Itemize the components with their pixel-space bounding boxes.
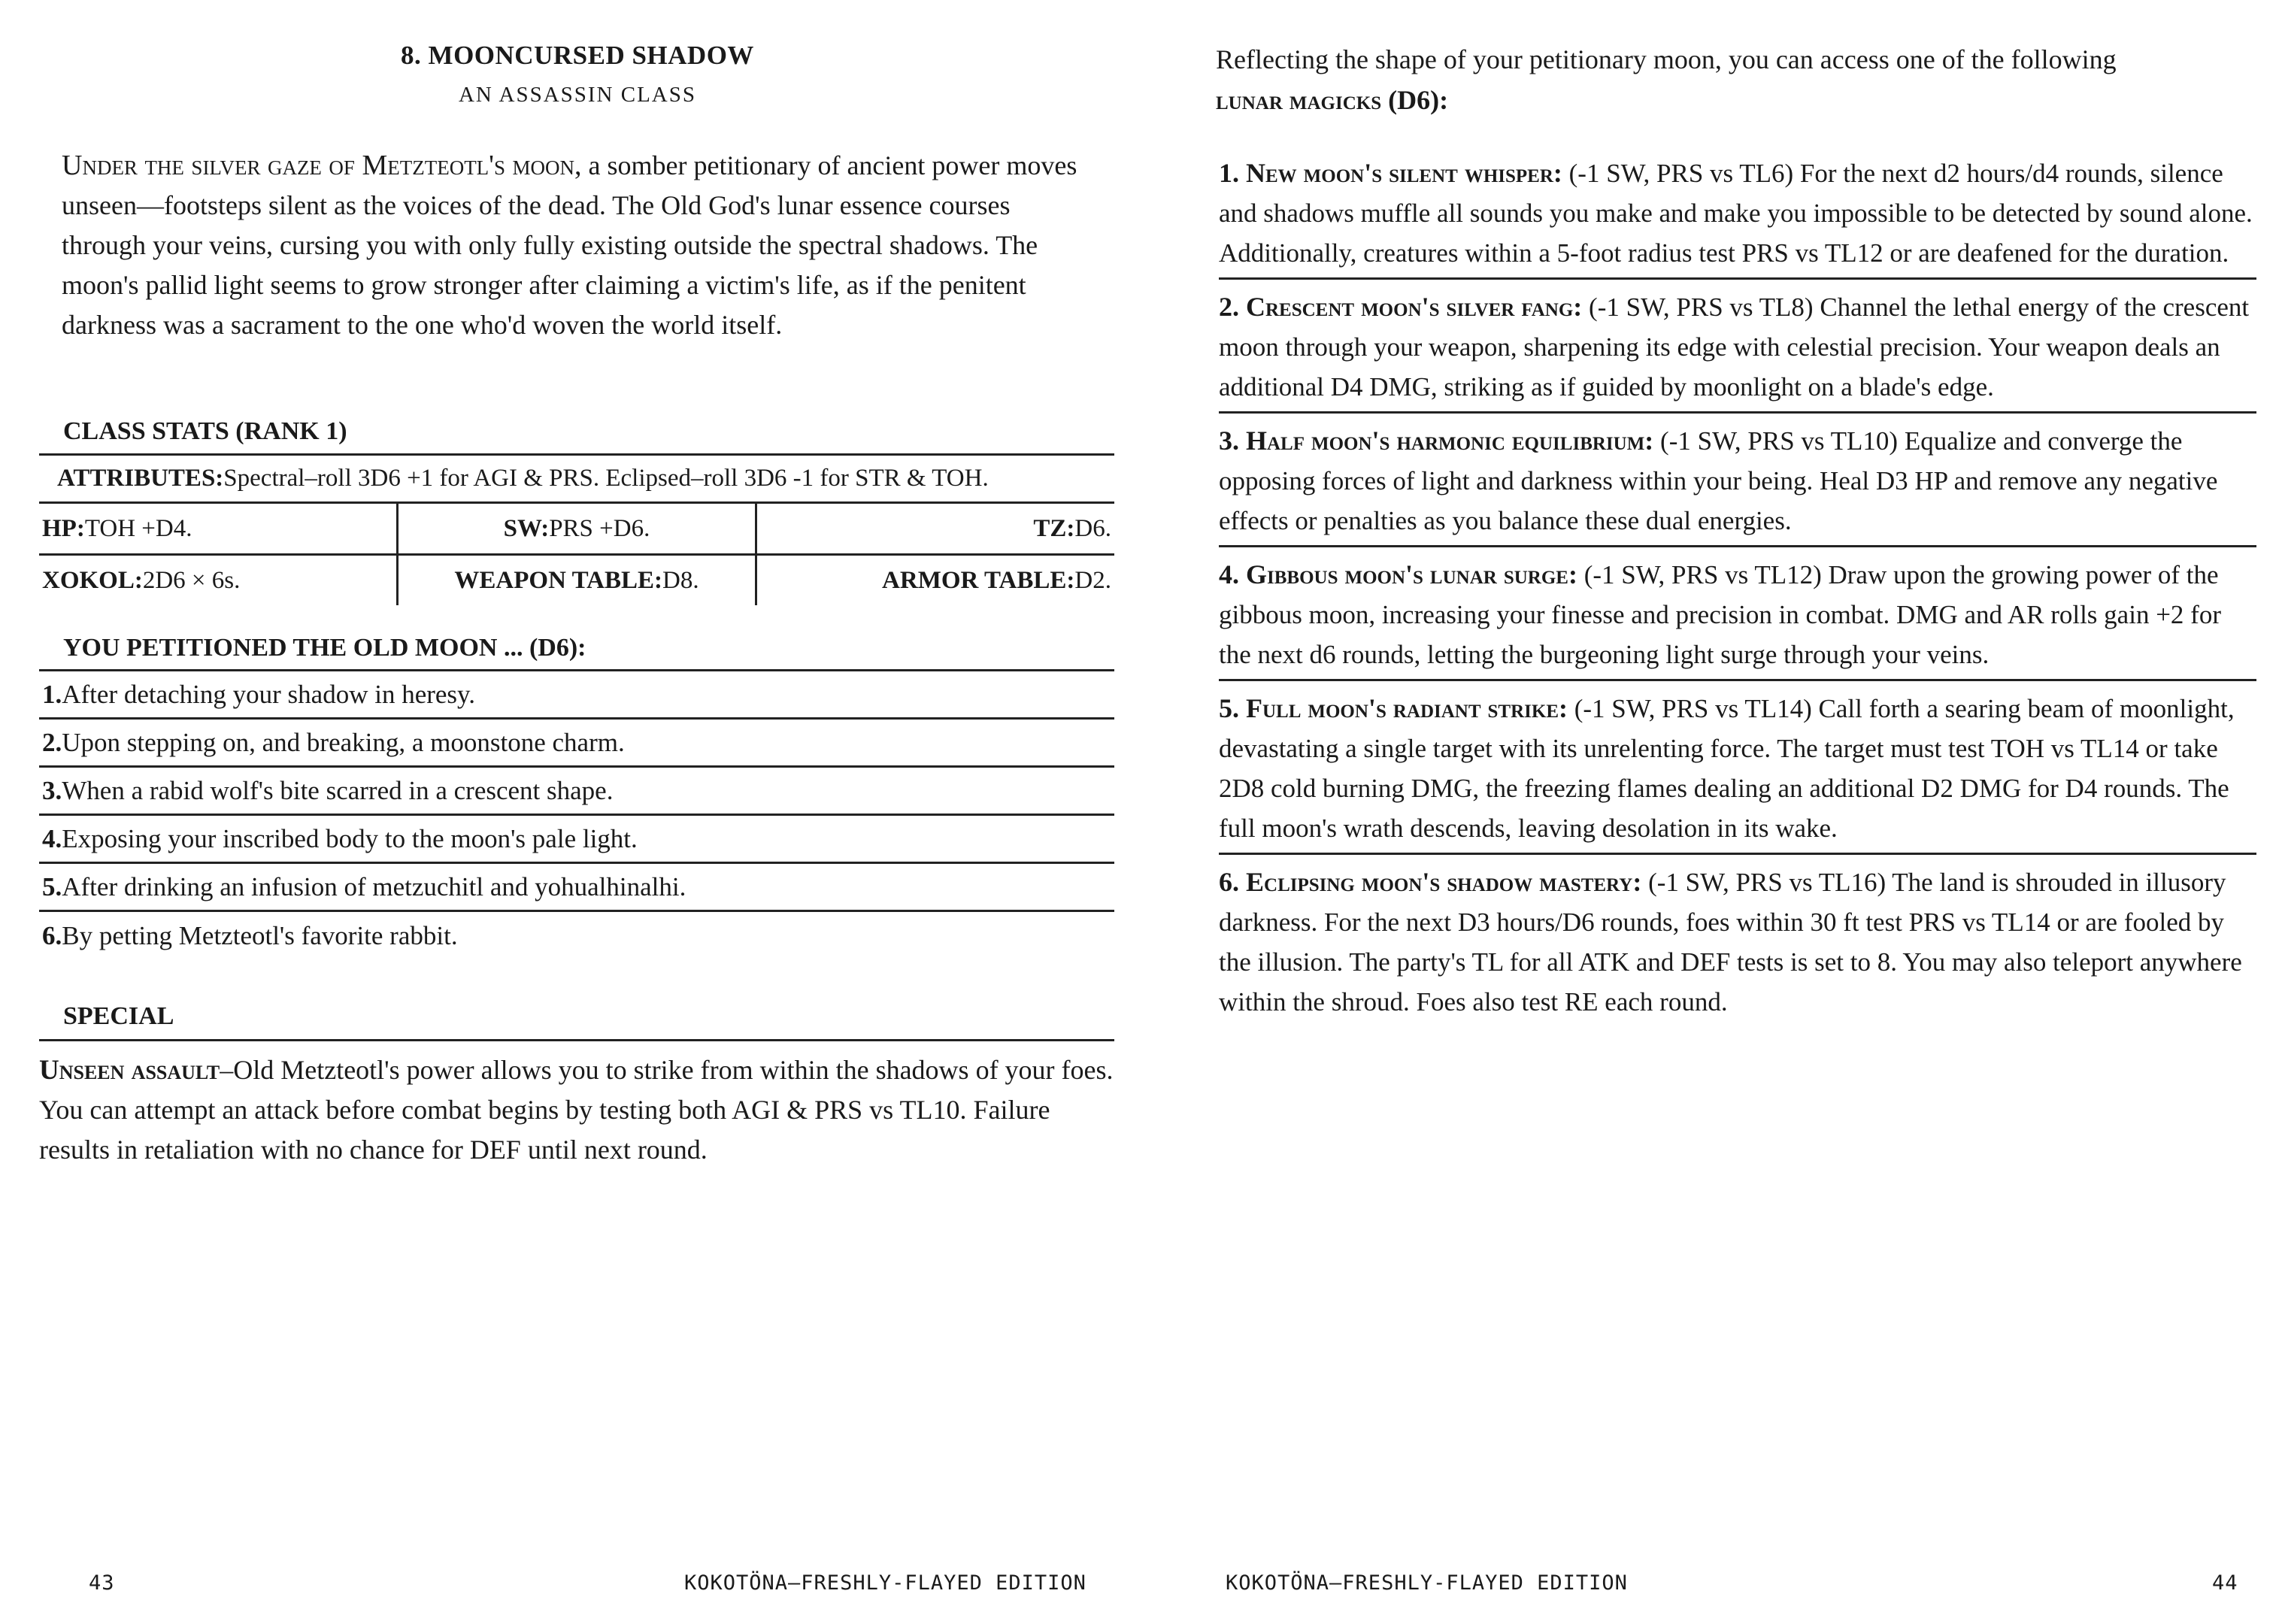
petition-table bbox=[39, 669, 1114, 960]
stat-value: PRS +D6. bbox=[549, 514, 650, 542]
intro-paragraph bbox=[62, 146, 1099, 345]
page-number: 44 bbox=[2212, 1571, 2238, 1595]
magick-entry bbox=[1219, 150, 2256, 280]
magick-text: (-1 SW, PRS vs TL16) The land is shrouded in illusory darkness. For the next D3 hours/D6 rounds, foes within 30 ft test PRS vs TL14 or are fooled by the illusion. The party's TL for all ATK and DEF tests is set to 8. You may also teleport anywhere within the shroud. Foes also test RE each round. bbox=[1219, 868, 2242, 1017]
magick-text: (-1 SW, PRS vs TL14) Call forth a searing beam of moonlight, devastating a single target with its unrelenting force. The target must test TOH vs TL14 or take 2D8 cold burning DMG, the freezing flames dealing an additional D2 DMG for D4 rounds. The full moon's wrath descends, leaving desolation in its wake. bbox=[1219, 694, 2235, 843]
stat-value: D6. bbox=[1074, 514, 1112, 542]
item-text: Upon stepping on, and breaking, a moonstone charm. bbox=[62, 727, 625, 757]
stat-cell-sw bbox=[396, 504, 756, 553]
attributes-value: Spectral–roll 3D6 +1 for AGI & PRS. Eclipsed–roll 3D6 -1 for STR & TOH. bbox=[223, 465, 989, 492]
list-item bbox=[39, 864, 1114, 912]
right-page bbox=[1141, 0, 2282, 1624]
list-item bbox=[39, 816, 1114, 864]
stat-label: TZ: bbox=[1033, 514, 1075, 542]
footer-edition: KOKOTÖNA—FRESHLY-FLAYED EDITION bbox=[1226, 1571, 1628, 1595]
stats-row bbox=[39, 504, 1114, 556]
item-text: By petting Metzteotl's favorite rabbit. bbox=[62, 921, 458, 950]
item-number: 2. bbox=[42, 727, 62, 757]
item-text: When a rabid wolf's bite scarred in a crescent shape. bbox=[62, 775, 614, 805]
special-text: –Old Metzteotl's power allows you to strike from within the shadows of your foes. You can attempt an attack before combat begins by testing both AGI & PRS vs TL10. Failure results in retaliation with no chance for DEF until next round. bbox=[39, 1055, 1114, 1165]
lunar-magicks-list bbox=[1219, 150, 2256, 1026]
magicks-intro-d6: (D6): bbox=[1381, 85, 1449, 115]
intro-lead: Under the silver gaze of Metzteotl's moon, bbox=[62, 150, 582, 181]
magick-entry bbox=[1219, 418, 2256, 547]
special-lead: Unseen assault bbox=[39, 1055, 220, 1086]
special-heading: SPECIAL bbox=[63, 1002, 174, 1030]
magick-entry bbox=[1219, 552, 2256, 681]
list-item bbox=[39, 912, 1114, 960]
intro-text: a somber petitionary of ancient power moves unseen—footsteps silent as the voices of the dead. The Old God's lunar essence courses through your veins, cursing you with only fully existing outside the spectral shadows. The moon's pallid light seems to grow stronger after claiming a victim's life, as if the penitent darkness was a sacrament to the one who'd woven the world itself. bbox=[62, 150, 1077, 340]
stat-cell-hp bbox=[39, 504, 396, 553]
stat-label: XOKOL: bbox=[42, 566, 143, 594]
class-stats-table bbox=[39, 453, 1114, 605]
magicks-intro-text: Reflecting the shape of your petitionary moon, you can access one of the following bbox=[1216, 44, 2117, 74]
item-text: Exposing your inscribed body to the moon's pale light. bbox=[62, 823, 638, 853]
item-number: 6. bbox=[42, 921, 62, 950]
magick-title: 2. Crescent moon's silver fang: bbox=[1219, 292, 1583, 322]
stat-label: ARMOR TABLE: bbox=[882, 566, 1075, 594]
class-subtitle: AN ASSASSIN CLASS bbox=[458, 83, 697, 107]
special-paragraph bbox=[39, 1039, 1114, 1170]
item-number: 4. bbox=[42, 823, 62, 853]
magick-title: 6. Eclipsing moon's shadow mastery: bbox=[1219, 867, 1642, 897]
attributes-label: ATTRIBUTES: bbox=[57, 465, 224, 492]
stat-label: SW: bbox=[503, 514, 550, 542]
item-number: 1. bbox=[42, 679, 62, 709]
attributes-row bbox=[39, 456, 1114, 504]
stat-value: D2. bbox=[1074, 566, 1112, 594]
page-number: 43 bbox=[89, 1571, 115, 1595]
list-item bbox=[39, 671, 1114, 720]
stats-row bbox=[39, 556, 1114, 605]
stat-value: D8. bbox=[662, 566, 699, 594]
list-item bbox=[39, 720, 1114, 768]
magick-entry bbox=[1219, 859, 2256, 1026]
item-number: 5. bbox=[42, 871, 62, 901]
class-stats-heading: CLASS STATS (RANK 1) bbox=[63, 417, 347, 445]
stat-label: WEAPON TABLE: bbox=[454, 566, 662, 594]
stat-value: TOH +D4. bbox=[84, 514, 192, 542]
class-title: 8. MOONCURSED SHADOW bbox=[401, 41, 754, 70]
magick-entry bbox=[1219, 284, 2256, 414]
magick-text: (-1 SW, PRS vs TL12) Draw upon the growing power of the gibbous moon, increasing your finesse and precision in combat. DMG and AR rolls gain +2 for the next d6 rounds, letting the burgeoning light surge through your veins. bbox=[1219, 560, 2221, 669]
list-item bbox=[39, 768, 1114, 816]
item-text: After drinking an infusion of metzuchitl and yohualhinalhi. bbox=[62, 871, 686, 901]
stat-cell-tz bbox=[755, 504, 1114, 553]
item-number: 3. bbox=[42, 775, 62, 805]
stat-label: HP: bbox=[42, 514, 85, 542]
stat-value: 2D6 × 6s. bbox=[142, 566, 241, 594]
magick-title: 3. Half moon's harmonic equilibrium: bbox=[1219, 426, 1654, 456]
magick-text: (-1 SW, PRS vs TL6) For the next d2 hours/d4 rounds, silence and shadows muffle all sounds you make and make you impossible to be detected by sound alone. Additionally, creatures within a 5-foot radius test PRS vs TL12 or are deafened for the duration. bbox=[1219, 159, 2253, 268]
magick-text: (-1 SW, PRS vs TL8) Channel the lethal energy of the crescent moon through your weapon, sharpening its edge with celestial precision. Your weapon deals an additional D4 DMG, striking as if guided by moonlight on a blade's edge. bbox=[1219, 292, 2250, 401]
item-text: After detaching your shadow in heresy. bbox=[62, 679, 476, 709]
magick-title: 5. Full moon's radiant strike: bbox=[1219, 693, 1568, 723]
magicks-intro bbox=[1216, 39, 2253, 120]
magick-entry bbox=[1219, 686, 2256, 855]
magick-text: (-1 SW, PRS vs TL10) Equalize and converge the opposing forces of light and darkness within your being. Heal D3 HP and remove any negative effects or penalties as you balance these dual energies. bbox=[1219, 426, 2218, 535]
stat-cell-xokol bbox=[39, 556, 396, 605]
magick-title: 4. Gibbous moon's lunar surge: bbox=[1219, 559, 1577, 589]
stat-cell-weapon-table bbox=[396, 556, 756, 605]
footer-edition: KOKOTÖNA—FRESHLY-FLAYED EDITION bbox=[684, 1571, 1086, 1595]
petition-heading: YOU PETITIONED THE OLD MOON ... (D6): bbox=[63, 634, 586, 662]
magicks-intro-lunar: lunar magicks bbox=[1216, 85, 1382, 115]
stat-cell-armor-table bbox=[755, 556, 1114, 605]
magick-title: 1. New moon's silent whisper: bbox=[1219, 158, 1562, 188]
